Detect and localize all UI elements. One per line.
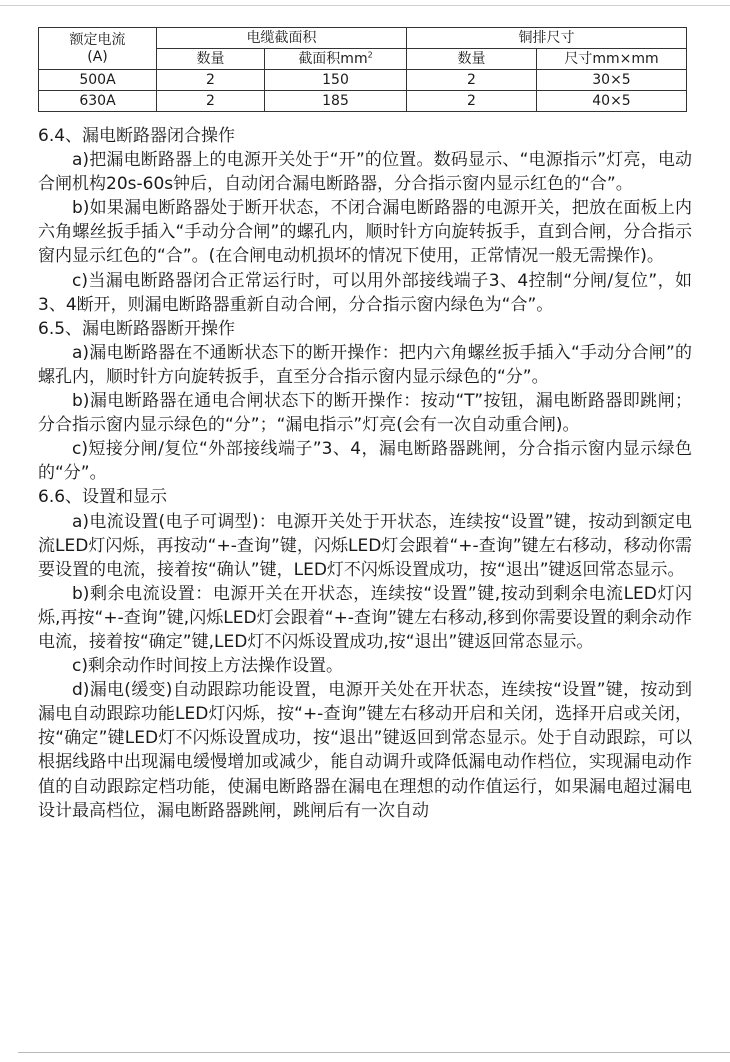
cable-qty-cell: 2 <box>157 91 265 112</box>
busbar-dim-header: 尺寸mm×mm <box>537 49 687 70</box>
rated-current-header <box>39 28 157 70</box>
manual-body <box>38 124 692 823</box>
rated-current-header-unit: (A) <box>87 48 108 65</box>
rated-current-cell: 630A <box>39 91 157 112</box>
section-heading-6-5: 6.5、漏电断路器断开操作 <box>38 318 236 339</box>
paragraph-6-4-c: c)当漏电断路器闭合正常运行时，可以用外部接线端子3、4控制“分闸/复位”，如3、4断开，则漏电断路器重新自动合闸，分合指示窗内绿色为“合”。 <box>38 270 692 315</box>
cable-area-superscript: 2 <box>367 50 373 60</box>
paragraph-6-5-a: a)漏电断路器在不通断状态下的断开操作：把内六角螺丝扳手插入“手动分合闸”的螺孔内，顺时针方向旋转扳手，直至分合指示窗内显示绿色的“分”。 <box>38 342 692 387</box>
section-heading-6-4: 6.4、漏电断路器闭合操作 <box>38 126 236 146</box>
paragraph-6-5-b: b)漏电断路器在通电合闸状态下的断开操作：按动“T”按钮，漏电断路器即跳闸；分合指示窗内显示绿色的“分”；“漏电指示”灯亮(会有一次自动重合闸)。 <box>38 391 692 436</box>
cable-qty-cell: 2 <box>157 70 265 91</box>
paragraph-6-6-a: a)电流设置(电子可调型)：电源开关处于开状态，连续按“设置”键，按动到额定电流LED灯闪烁，再按动“+-查询”键，闪烁LED灯会跟着“+-查询”键左右移动，移动你需要设置的电流，接着按“确认”键，LED灯不闪烁设置成功，按“退出”键返回常态显示。 <box>38 511 692 580</box>
cable-qty-header: 数量 <box>157 49 265 70</box>
busbar-dim-cell: 30×5 <box>537 70 687 91</box>
table-row <box>39 70 687 91</box>
table-row <box>39 91 687 112</box>
connection-spec-table <box>38 27 687 112</box>
cable-area-cell: 150 <box>265 70 407 91</box>
paragraph-6-4-a: a)把漏电断路器上的电源开关处于“开”的位置。数码显示、“电源指示”灯亮，电动合闸机构20s-60s钟后，自动闭合漏电断路器，分合指示窗内显示红色的“合”。 <box>38 150 692 195</box>
busbar-qty-header: 数量 <box>407 49 537 70</box>
cable-area-header <box>265 49 407 70</box>
bottom-rule <box>18 1052 730 1053</box>
paragraph-6-6-c: c)剩余动作时间按上方法操作设置。 <box>72 656 343 677</box>
cable-area-header-text: 截面积mm <box>298 51 368 67</box>
busbar-dim-cell: 40×5 <box>537 91 687 112</box>
table-header-row <box>39 28 687 49</box>
rated-current-cell: 500A <box>39 70 157 91</box>
section-heading-6-6: 6.6、设置和显示 <box>38 487 168 508</box>
busbar-qty-cell: 2 <box>407 91 537 112</box>
busbar-qty-cell: 2 <box>407 70 537 91</box>
paragraph-6-6-b: b)剩余电流设置：电源开关在开状态，连续按“设置”键,按动到剩余电流LED灯闪烁,再按“+-查询”键,闪烁LED灯会跟着“+-查询”键左右移动,移到你需要设置的剩余动作电流，接着按“确定”键,LED灯不闪烁设置成功,按“退出”键返回常态显示。 <box>38 583 692 652</box>
top-rule <box>0 5 730 6</box>
paragraph-6-6-d: d)漏电(缓变)自动跟踪功能设置，电源开关处在开状态，连续按“设置”键，按动到漏电自动跟踪功能LED灯闪烁，按“+-查询”键左右移动开启和关闭，选择开启或关闭，按“确定”键LED灯不闪烁设置成功，按“退出”键返回到常态显示。处于自动跟踪，可以根据线路中出现漏电缓慢增加或减少，能自动调升或降低漏电动作档位，实现漏电动作值的自动跟踪定档功能，使漏电断路器在漏电在理想的动作值运行，如果漏电超过漏电设计最高档位，漏电断路器跳闸，跳闸后有一次自动 <box>38 680 692 821</box>
rated-current-header-text: 额定电流 <box>69 31 126 48</box>
busbar-size-header: 铜排尺寸 <box>407 28 687 49</box>
cable-section-header: 电缆截面积 <box>157 28 407 49</box>
cable-area-cell: 185 <box>265 91 407 112</box>
paragraph-6-5-c: c)短接分闸/复位“外部接线端子”3、4，漏电断路器跳闸，分合指示窗内显示绿色的“分”。 <box>38 439 692 484</box>
paragraph-6-4-b: b)如果漏电断路器处于断开状态，不闭合漏电断路器的电源开关，把放在面板上内六角螺丝扳手插入“手动分合闸”的螺孔内，顺时针方向旋转扳手，直到合闸，分合指示窗内显示红色的“合”。(在合闸电动机损坏的情况下使用，正常情况一般无需操作)。 <box>38 198 692 267</box>
